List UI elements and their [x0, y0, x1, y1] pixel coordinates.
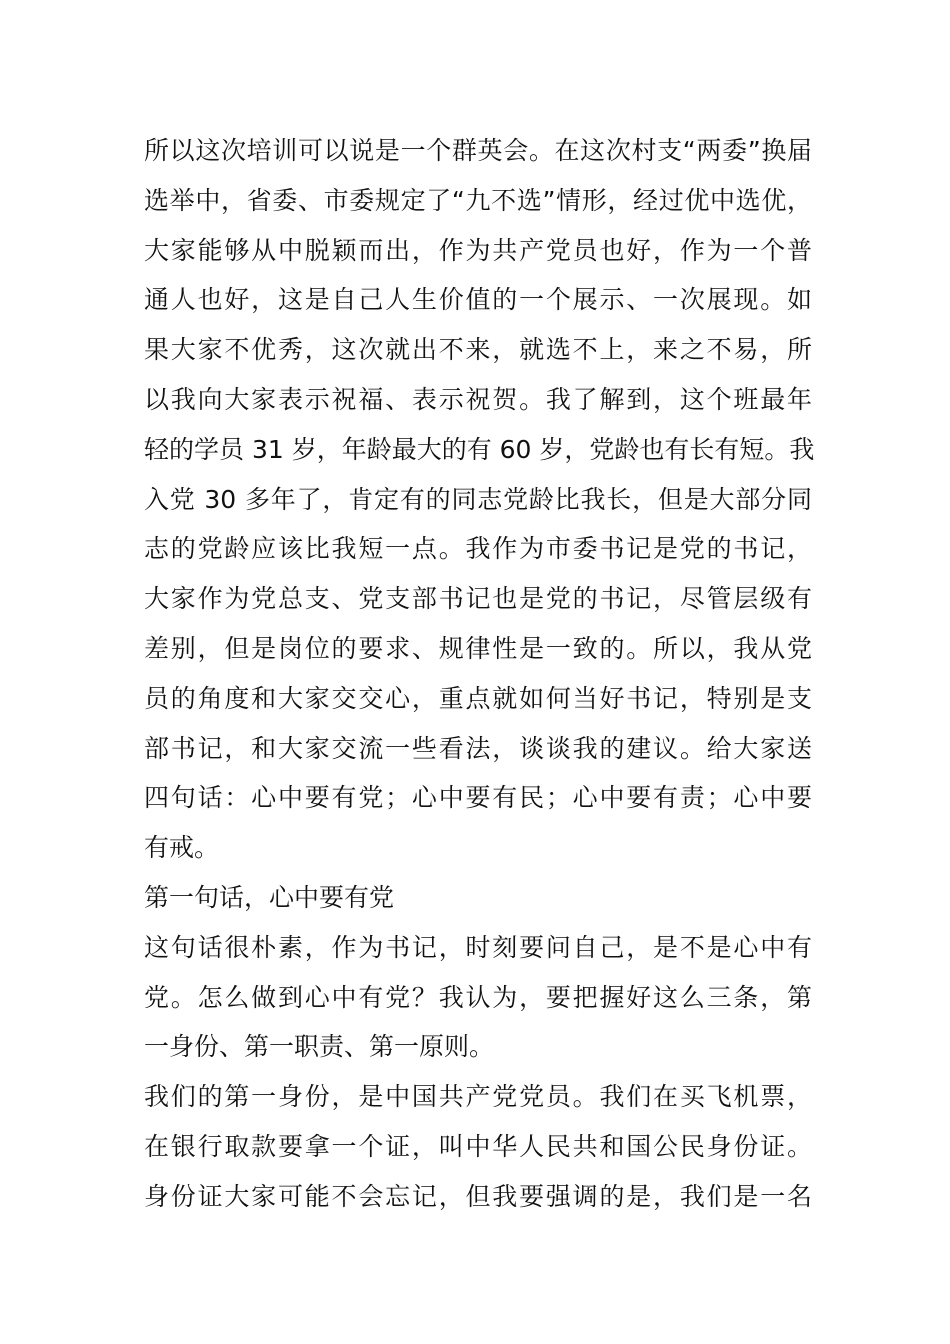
text-line: 果大家不优秀，这次就出不来，就选不上，来之不易，所: [144, 335, 812, 365]
text-line: 大家作为党总支、党支部书记也是党的书记，尽管层级有: [144, 584, 812, 614]
text-line: 党。怎么做到心中有党？我认为，要把握好这么三条，第: [144, 982, 812, 1012]
text-line: 入党 30 多年了，肯定有的同志党龄比我长，但是大部分同: [144, 484, 812, 514]
text-line: 通人也好，这是自己人生价值的一个展示、一次展现。如: [144, 285, 812, 315]
text-line: 选举中，省委、市委规定了“九不选”情形，经过优中选优，: [144, 185, 812, 215]
text-line: 我们的第一身份，是中国共产党党员。我们在买飞机票，: [144, 1082, 812, 1112]
text-line: 这句话很朴素，作为书记，时刻要问自己，是不是心中有: [144, 932, 812, 962]
text-line: 身份证大家可能不会忘记，但我要强调的是，我们是一名: [144, 1181, 812, 1211]
text-line: 志的党龄应该比我短一点。我作为市委书记是党的书记，: [144, 534, 812, 564]
text-line: 员的角度和大家交交心，重点就如何当好书记，特别是支: [144, 683, 812, 713]
section-heading: 第一句话，心中要有党: [144, 882, 395, 912]
text-line: 在银行取款要拿一个证，叫中华人民共和国公民身份证。: [144, 1131, 812, 1161]
text-line: 所以这次培训可以说是一个群英会。在这次村支“两委”换届: [144, 136, 812, 165]
text-line: 四句话：心中要有党；心中要有民；心中要有责；心中要: [144, 783, 812, 813]
document-body: [144, 126, 815, 1222]
text-line: 一身份、第一职责、第一原则。: [144, 1032, 495, 1062]
text-line: 部书记，和大家交流一些看法，谈谈我的建议。给大家送: [144, 733, 812, 763]
text-line: 以我向大家表示祝福、表示祝贺。我了解到，这个班最年: [144, 384, 812, 414]
text-line: 有戒。: [144, 833, 220, 863]
text-line: 差别，但是岗位的要求、规律性是一致的。所以，我从党: [144, 633, 812, 663]
text-line: 大家能够从中脱颖而出，作为共产党员也好，作为一个普: [144, 235, 812, 265]
text-line: 轻的学员 31 岁，年龄最大的有 60 岁，党龄也有长有短。我: [144, 434, 815, 464]
